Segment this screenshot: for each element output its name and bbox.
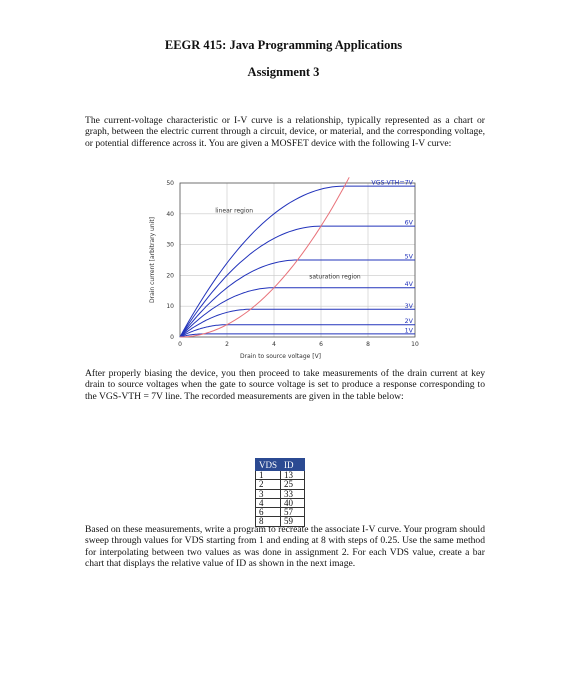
- cell-id: 40: [281, 498, 305, 507]
- x-tick-label: 2: [225, 341, 229, 348]
- cell-id: 57: [281, 508, 305, 517]
- cell-vds: 6: [256, 508, 281, 517]
- chart-ticks: [166, 180, 419, 348]
- curve-7: [180, 334, 415, 337]
- linear-region-label: linear region: [215, 207, 254, 215]
- y-tick-label: 0: [170, 334, 174, 341]
- assignment-title: Assignment 3: [247, 65, 320, 79]
- cell-vds: 3: [256, 489, 281, 498]
- cell-id: 33: [281, 489, 305, 498]
- x-tick-label: 4: [272, 341, 276, 348]
- y-tick-label: 50: [166, 180, 174, 187]
- x-tick-label: 10: [411, 341, 419, 348]
- curve-2: [180, 226, 415, 337]
- table-header-row: [256, 459, 305, 471]
- curve-label: 4V: [404, 281, 413, 289]
- y-tick-label: 40: [166, 210, 174, 218]
- curve-label: VGS-VTH=7V: [371, 179, 413, 187]
- x-tick-label: 0: [178, 341, 182, 348]
- measurement-table: [255, 458, 305, 527]
- curve-5: [180, 309, 415, 337]
- cell-vds: 8: [256, 517, 281, 526]
- cell-id: 25: [281, 480, 305, 489]
- cell-id: 13: [281, 471, 305, 480]
- chart-curves: [180, 177, 415, 337]
- saturation-boundary: [180, 177, 349, 337]
- y-tick-label: 10: [166, 303, 174, 311]
- x-axis-title: Drain to source voltage [V]: [240, 353, 322, 360]
- y-axis-title: Drain current [arbitrary unit]: [149, 216, 156, 304]
- y-tick-label: 30: [166, 241, 174, 249]
- curve-label: 5V: [404, 253, 413, 261]
- table-header-id: ID: [281, 459, 305, 471]
- saturation-region-label: saturation region: [309, 273, 361, 281]
- curve-label: 1V: [404, 327, 413, 335]
- cell-id: 59: [281, 517, 305, 526]
- iv-curve-chart: [130, 165, 430, 365]
- curve-label: 3V: [404, 302, 413, 310]
- cell-vds: 1: [256, 471, 281, 480]
- task-paragraph: Based on these measurements, write a program to recreate the associate I-V curve. Your program should sweep through values for VDS starting from 1 and ending at 8 with steps of 0.25. Use the same method for interpolating between two values as was done in assignment 2. For each VDS value, create a bar chart that displays the relative value of ID as shown in the next image.: [85, 524, 485, 570]
- course-title: EEGR 415: Java Programming Applications: [164, 38, 403, 52]
- table-row: [256, 480, 305, 489]
- curve-label: 6V: [404, 219, 413, 227]
- x-tick-label: 6: [319, 341, 323, 348]
- cell-vds: 2: [256, 480, 281, 489]
- table-row: [256, 489, 305, 498]
- biasing-paragraph: After properly biasing the device, you then proceed to take measurements of the drain current at key drain to source voltages when the gate to source voltage is set to produce a response corresponding to the VGS-VTH = 7V line. The recorded measurements are given in the table below:: [85, 368, 485, 402]
- x-tick-label: 8: [366, 341, 370, 348]
- intro-paragraph: The current-voltage characteristic or I-V curve is a relationship, typically represented as a chart or graph, between the electric current through a circuit, device, or material, and the corresponding voltage, or potential difference across it. You are given a MOSFET device with the following I-V curve:: [85, 115, 485, 149]
- table-header-vds: VDS: [256, 459, 281, 471]
- cell-vds: 4: [256, 498, 281, 507]
- curve-label: 2V: [404, 318, 413, 326]
- y-tick-label: 20: [166, 272, 174, 280]
- curve-6: [180, 325, 415, 337]
